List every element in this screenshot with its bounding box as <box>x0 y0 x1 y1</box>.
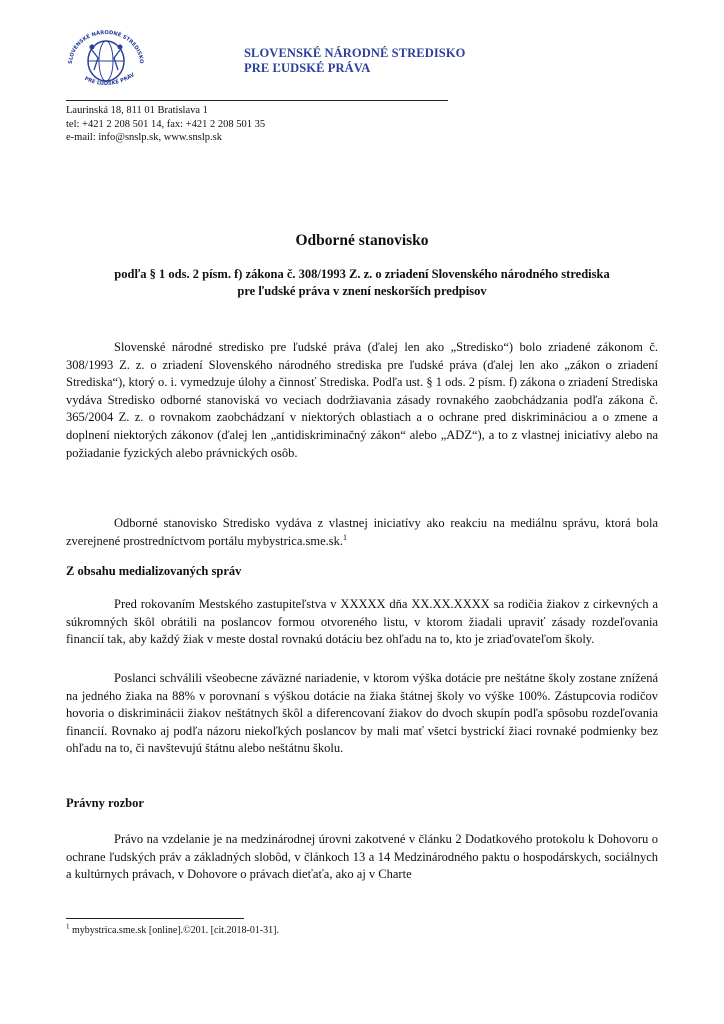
paragraph-initiative <box>66 515 658 550</box>
footnote-divider <box>66 918 244 919</box>
paragraph-media-2: Poslanci schválili všeobecne záväzné nariadenie, v ktorom výška dotácie pre neštátne školy zostane znížená na jedného žiaka na 88% v porovnaní s výškou dotácie na žiaka štátnej školy vo výške 100%. Zástupcovia rodičov hovoria o diskriminácii žiakov neštátnych škôl a diferencovaní žiakov do dvoch skupín podľa spôsobu rozdeľovania financií. Rovnako aj podľa názoru niekoľkých poslancov by mali mať všetci bystrickí žiaci rovnaké podmienky bez ohľadu na to, či navštevujú štátnu alebo neštátnu školu. <box>66 671 658 756</box>
phone-fax: tel: +421 2 208 501 14, fax: +421 2 208 501 35 <box>66 118 266 130</box>
paragraph-legal: Právo na vzdelanie je na medzinárodnej úrovni zakotvené v článku 2 Dodatkového protokolu k Dohovoru o ochrane ľudských práv a základných slobôd, v článkoch 13 a 14 Medzinárodného paktu o hospodárskych, sociálnych a kultúrnych právach, v Dohovore o právach dieťaťa, ako aj v Charte <box>66 832 658 882</box>
email-web: e-mail: info@snslp.sk, www.snslp.sk <box>66 132 222 143</box>
section-heading-media: Z obsahu medializovaných správ <box>66 564 242 578</box>
footnote-text: mybystrica.sme.sk [online].©201. [cit.2018-01-31]. <box>69 925 280 936</box>
svg-text:SLOVENSKÉ NÁRODNÉ STREDISKO <box>68 29 144 64</box>
footnote-ref: 1 <box>343 532 348 542</box>
paragraph-initiative-text: Odborné stanovisko Stredisko vydáva z vlastnej iniciatívy ako reakciu na mediálnu správu, ktorá bola zverejnené prostredníctvom portálu mybystrica.sme.sk. <box>66 516 658 548</box>
contact-block <box>66 104 265 145</box>
paragraph-intro: Slovenské národné stredisko pre ľudské práva (ďalej len ako „Stredisko“) bolo zriadené zákonom č. 308/1993 Z. z. o zriadení Slovenského národného strediska pre ľudské práva (ďalej len ako „zákon o zriadení Strediska“), ktorý o. i. vymedzuje úlohy a činnosť Strediska. Podľa ust. § 1 ods. 2 písm. f) zákona o zriadení Strediska vydáva Stredisko odborné stanoviská vo veciach dodržiavania zásady rovnakého zaobchádzania podľa zákona č. 365/2004 Z. z. o rovnakom zaobchádzaní v niektorých oblastiach a o ochrane pred diskrimináciou a o zmene a doplnení niektorých zákonov (ďalej len „antidiskriminačný zákon“ alebo „ADZ“), a to z vlastnej iniciatívy alebo na požiadanie fyzických alebo právnických osôb. <box>66 340 658 460</box>
logo-text-bottom: PRE ĽUDSKÉ PRÁV <box>83 72 136 88</box>
org-name-line2: PRE ĽUDSKÉ PRÁVA <box>244 61 371 75</box>
header-divider <box>66 100 448 101</box>
section-heading-legal: Právny rozbor <box>66 796 144 810</box>
subtitle-line2: pre ľudské práva v znení neskorších predpisov <box>237 284 487 298</box>
logo-text-top: SLOVENSKÉ NÁRODNÉ STREDISKO <box>67 29 145 65</box>
footnote <box>66 922 280 936</box>
paragraph-media-1: Pred rokovaním Mestského zastupiteľstva v XXXXX dňa XX.XX.XXXX sa rodičia žiakov z cirkevných a súkromných škôl obrátili na poslancov formou otvoreného listu, v ktorom žiadali upraviť zásady rozdeľovania financií tak, aby každý žiak v meste dostal rovnakú dotáciu bez ohľadu na to, kto je zriaďovateľom školy. <box>66 597 658 647</box>
document-subtitle <box>66 266 658 300</box>
footnote-number: 1 <box>66 922 70 931</box>
organization-name <box>244 46 466 76</box>
logo-emblem <box>58 24 154 96</box>
address: Laurinská 18, 811 01 Bratislava 1 <box>66 105 208 116</box>
subtitle-line1: podľa § 1 ods. 2 písm. f) zákona č. 308/1993 Z. z. o zriadení Slovenského národného strediska <box>114 267 610 281</box>
document-title: Odborné stanovisko <box>295 232 429 249</box>
logo <box>58 24 154 96</box>
org-name-line1: SLOVENSKÉ NÁRODNÉ STREDISKO <box>244 46 466 60</box>
